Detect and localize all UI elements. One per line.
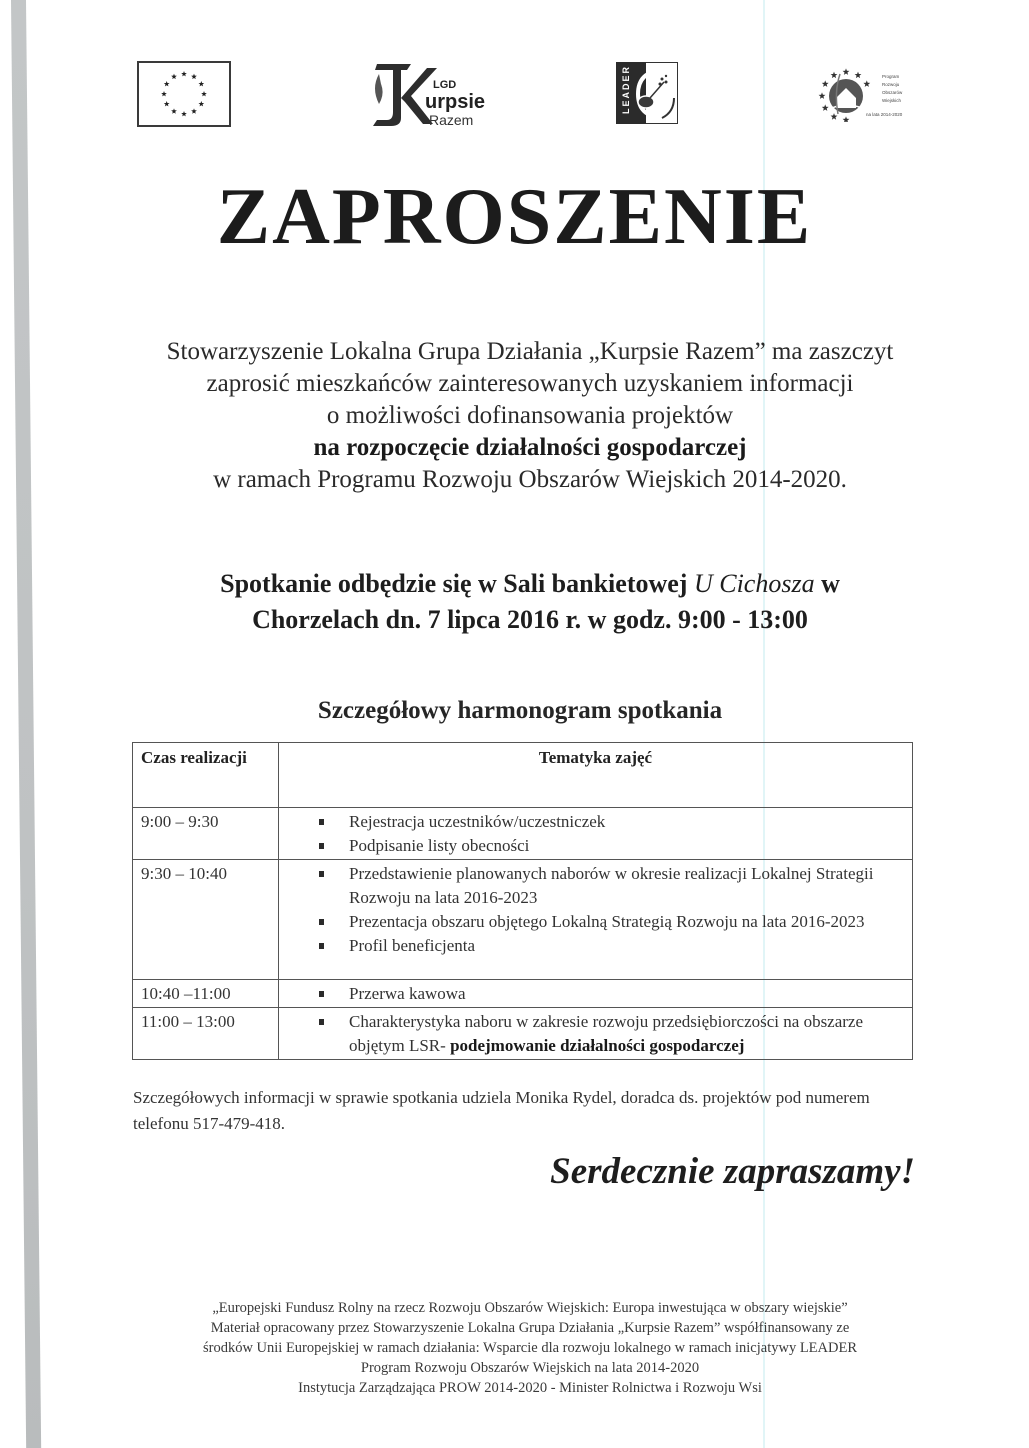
row-topics [279,1008,913,1060]
kurpsie-logo-name: urpsie [425,91,486,113]
footer-line: środków Unii Europejskiej w ramach działania: Wsparcie dla rozwoju lokalnego w ramach inicjatywy LEADER [202,1340,858,1356]
kurpsie-logo-mark [367,58,487,130]
prow-logo-line-2: Rozwoju [882,82,900,87]
leader-logo [616,62,678,124]
closing-greeting: Serdecznie zapraszamy! [550,1151,915,1192]
row-topics [279,808,913,860]
star-icon [843,68,850,75]
star-icon [819,92,826,99]
table-row [133,980,913,1008]
table-header-row [133,743,913,808]
prow-logo [810,68,914,122]
topic-text-bold: podejmowanie działalności gospodarczej [450,1036,745,1055]
footer-line: Instytucja Zarządzająca PROW 2014-2020 - Minister Rolnictwa i Rozwoju Wsi [298,1380,762,1396]
row-time: 9:30 – 10:40 [133,860,279,980]
kurpsie-razem-logo [367,58,487,130]
topic-text: Charakterystyka naboru w zakresie rozwoju przedsiębiorczości na obszarze objętym LSR- [349,1012,864,1055]
table-row [133,1008,913,1060]
eu-flag-icon [139,63,229,125]
topic-item: Przedstawienie planowanych naborów w okresie realizacji Lokalnej Strategii Rozwoju na lata 2016-2023 [279,862,906,910]
star-icon [198,81,204,86]
topic-item: Profil beneficjenta [279,934,906,958]
footer-funding-note [100,1298,960,1398]
kurpsie-logo-razem: Razem [429,112,474,128]
row-topics [279,860,913,980]
star-icon [822,104,829,111]
star-icon [822,80,829,87]
star-icon [198,101,204,106]
topic-item: Przerwa kawowa [279,982,906,1006]
schedule-title: Szczegółowy harmonogram spotkania [317,697,723,724]
prow-logo-line-4: Wiejskich [882,98,902,103]
footer-line: Program Rozwoju Obszarów Wiejskich na lata 2014-2020 [360,1360,700,1376]
kurpsie-logo-lgd: LGD [433,79,457,91]
intro-line: Stowarzyszenie Lokalna Grupa Działania „Kurpsie Razem” ma zaszczyt [166,338,894,365]
footer-line: „Europejski Fundusz Rolny na rzecz Rozwoju Obszarów Wiejskich: Europa inwestująca w obszary wiejskie” [212,1300,848,1316]
prow-logo-mark [810,68,914,122]
star-icon [164,101,170,106]
intro-line: zaprosić mieszkańców zainteresowanych uzyskaniem informacji [206,370,854,397]
star-icon [843,116,850,122]
star-icon [201,91,207,96]
star-icon [863,80,870,87]
star-icon [191,74,197,79]
row-time: 9:00 – 9:30 [133,808,279,860]
table-row [133,860,913,980]
table-row [133,808,913,860]
star-icon [164,81,170,86]
contact-info: Szczegółowych informacji w sprawie spotkania udziela Monika Rydel, doradca ds. projektów pod numerem telefonu 517-479-418. [133,1088,870,1133]
leader-logo-mark [616,62,678,124]
row-topics [279,980,913,1008]
star-icon [181,111,187,116]
topic-item: Prezentacja obszaru objętego Lokalną Strategią Rozwoju na lata 2016-2023 [279,910,906,934]
topic-item: Rejestracja uczestników/uczestniczek [279,810,906,834]
star-icon [161,91,167,96]
row-time: 11:00 – 13:00 [133,1008,279,1060]
meeting-text: Spotkanie odbędzie się w Sali bankietowej [220,569,694,598]
schedule-table [132,742,913,1060]
star-icon [191,108,197,113]
intro-line: o możliwości dofinansowania projektów [326,402,734,429]
meeting-date-time: Chorzelach dn. 7 lipca 2016 r. w godz. 9:00 - 13:00 [252,605,808,634]
page-title: ZAPROSZENIE [216,173,813,261]
meeting-info [100,566,960,638]
star-icon [171,74,177,79]
star-icon [831,72,838,79]
star-icon [171,108,177,113]
prow-logo-years: na lata 2014-2020 [866,112,903,117]
star-icon [855,72,862,79]
leader-logo-text: LEADER [621,64,631,114]
intro-line-bold: na rozpoczęcie działalności gospodarczej [313,434,747,461]
eu-flag-logo [137,61,231,127]
prow-logo-line-3: Obszarów [882,90,903,95]
topic-item: Podpisanie listy obecności [279,834,906,858]
column-header-topics: Tematyka zajęć [279,743,913,808]
meeting-venue: U Cichosza [693,569,815,598]
star-icon [181,71,187,76]
column-header-time: Czas realizacji [133,743,279,808]
row-time: 10:40 –11:00 [133,980,279,1008]
meeting-text-end: w [814,569,840,598]
footer-line: Materiał opracowany przez Stowarzyszenie Lokalna Grupa Działania „Kurpsie Razem” współfinansowany ze [210,1320,850,1336]
topic-item [279,1010,906,1058]
intro-line: w ramach Programu Rozwoju Obszarów Wiejskich 2014-2020. [213,466,847,493]
intro-paragraph [100,336,960,496]
prow-logo-line-1: Program [882,74,900,79]
star-icon [831,113,838,120]
